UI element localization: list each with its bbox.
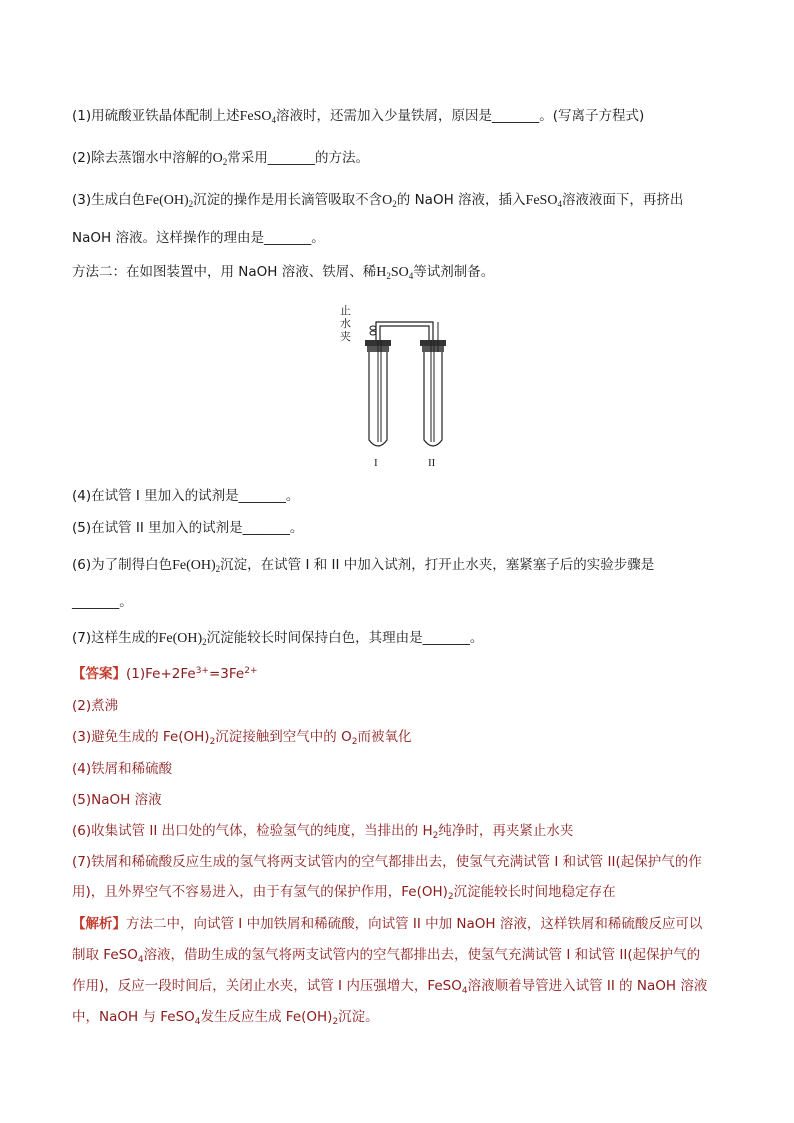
question-3-line-2: NaOH 溶液。这样操作的理由是_______。: [72, 230, 325, 246]
connecting-tube: [376, 322, 433, 340]
q7-text-tail: 沉淀能较长时间保持白色，其理由是_______。: [206, 630, 484, 646]
question-4: (4)在试管 I 里加入的试剂是_______。: [72, 488, 300, 504]
analysis-line-4: 中，NaOH 与 FeSO$_4$发生反应生成 $Fe(OH)_2$沉淀。: [72, 1009, 379, 1027]
analysis-label: 【解析】: [72, 916, 126, 932]
answer-7-line-1: (7)铁屑和稀硫酸反应生成的氢气将两支试管内的空气都排出去，使氢气充满试管 I 和试管 II(起保护气的作: [72, 854, 702, 870]
method2-text-tail: 等试剂制备。: [413, 264, 495, 280]
formula-feoh2: $Fe(OH)_2$: [158, 631, 207, 647]
formula-feoh2: $Fe(OH)_2$: [145, 193, 194, 209]
test-tube-2: [424, 352, 442, 446]
formula-feso4: FeSO$_4$: [239, 109, 277, 125]
formula-feso4: FeSO$_4$: [525, 193, 562, 209]
q3-text-pre: (3)生成白色: [72, 192, 146, 208]
question-5: (5)在试管 II 里加入的试剂是_______。: [72, 520, 304, 536]
formula-o2: $O_2$: [382, 193, 397, 209]
q1-text-tail: 溶液时，还需加入少量铁屑，原因是_______。(写离子方程式): [276, 108, 645, 124]
clamp-label-1: 止: [340, 304, 351, 317]
question-2: [72, 148, 734, 169]
q3-text-mid2: 的 NaOH 溶液，插入: [396, 192, 526, 208]
answer-2: (2)煮沸: [72, 698, 119, 714]
apparatus-diagram: [340, 300, 460, 470]
formula-h2so4: $H_2SO_4$: [376, 265, 414, 281]
formula-feoh2: $Fe(OH)_2$: [172, 558, 221, 574]
formula-o2: $O_2$: [212, 151, 228, 167]
answer-3: (3)避免生成的 $Fe(OH)_2$沉淀接触到空气中的 $O_2$而被氧化: [72, 729, 412, 747]
question-7: [72, 628, 734, 649]
answer-label: 【答案】: [72, 666, 126, 682]
answer-4: (4)铁屑和稀硫酸: [72, 761, 173, 777]
stopper-tube-2: [420, 340, 446, 346]
q1-text-pre: (1)用硫酸亚铁晶体配制上述: [72, 108, 240, 124]
answer-1: 【答案】$(1)Fe+2Fe^{3+}=3Fe^{2+}$: [72, 666, 258, 682]
analysis-line-3: 作用)，反应一段时间后，关闭止水夹，试管 I 内压强增大，FeSO$_4$溶液顺着导管进入试管 II 的 NaOH 溶液: [72, 978, 708, 996]
analysis-line-1: 【解析】方法二中，向试管 I 中加铁屑和稀硫酸，向试管 II 中加 NaOH 溶液，这样铁屑和稀硫酸反应可以: [72, 916, 703, 932]
analysis-line-2: 制取 FeSO$_4$溶液，借助生成的氢气将两支试管内的空气都排出去，使氢气充满试管 I 和试管 II(起保护气的: [72, 947, 701, 965]
question-6-line-2: _______。: [72, 594, 133, 610]
tube-1-label: I: [374, 457, 378, 469]
answer-7-line-2: 用)，且外界空气不容易进入，由于有氢气的保护作用，$Fe(OH)_2$沉淀能较长时间地稳定存在: [72, 884, 616, 902]
question-3-line-1: [72, 190, 734, 211]
q6-text-pre: (6)为了制得白色: [72, 557, 173, 573]
method-2: [72, 262, 734, 283]
clamp-label-2: 水: [340, 317, 351, 330]
q2-text-tail: 常采用_______的方法。: [227, 150, 369, 166]
clamp-icon: [370, 326, 376, 330]
clamp-label-3: 夹: [340, 330, 351, 343]
q7-text-pre: (7)这样生成的: [72, 630, 159, 646]
question-1: [72, 106, 734, 127]
q2-text-pre: (2)除去蒸馏水中溶解的: [72, 150, 213, 166]
q3-text-mid1: 沉淀的操作是用长滴管吸取不含: [193, 192, 383, 208]
answer-5: (5)NaOH 溶液: [72, 792, 162, 808]
apparatus-svg: [340, 300, 460, 470]
q6-text-tail: 沉淀，在试管 I 和 II 中加入试剂，打开止水夹，塞紧塞子后的实验步骤是: [220, 557, 655, 573]
method2-text-pre: 方法二：在如图装置中，用 NaOH 溶液、铁屑、稀: [72, 264, 377, 280]
q3-text-tail: 溶液液面下，再挤出: [561, 192, 684, 208]
tube-2-label: II: [428, 457, 436, 469]
question-6-line-1: [72, 555, 734, 576]
answer-6: (6)收集试管 II 出口处的气体，检验氢气的纯度，当排出的 $H_2$纯净时，再夹紧止水夹: [72, 823, 574, 841]
